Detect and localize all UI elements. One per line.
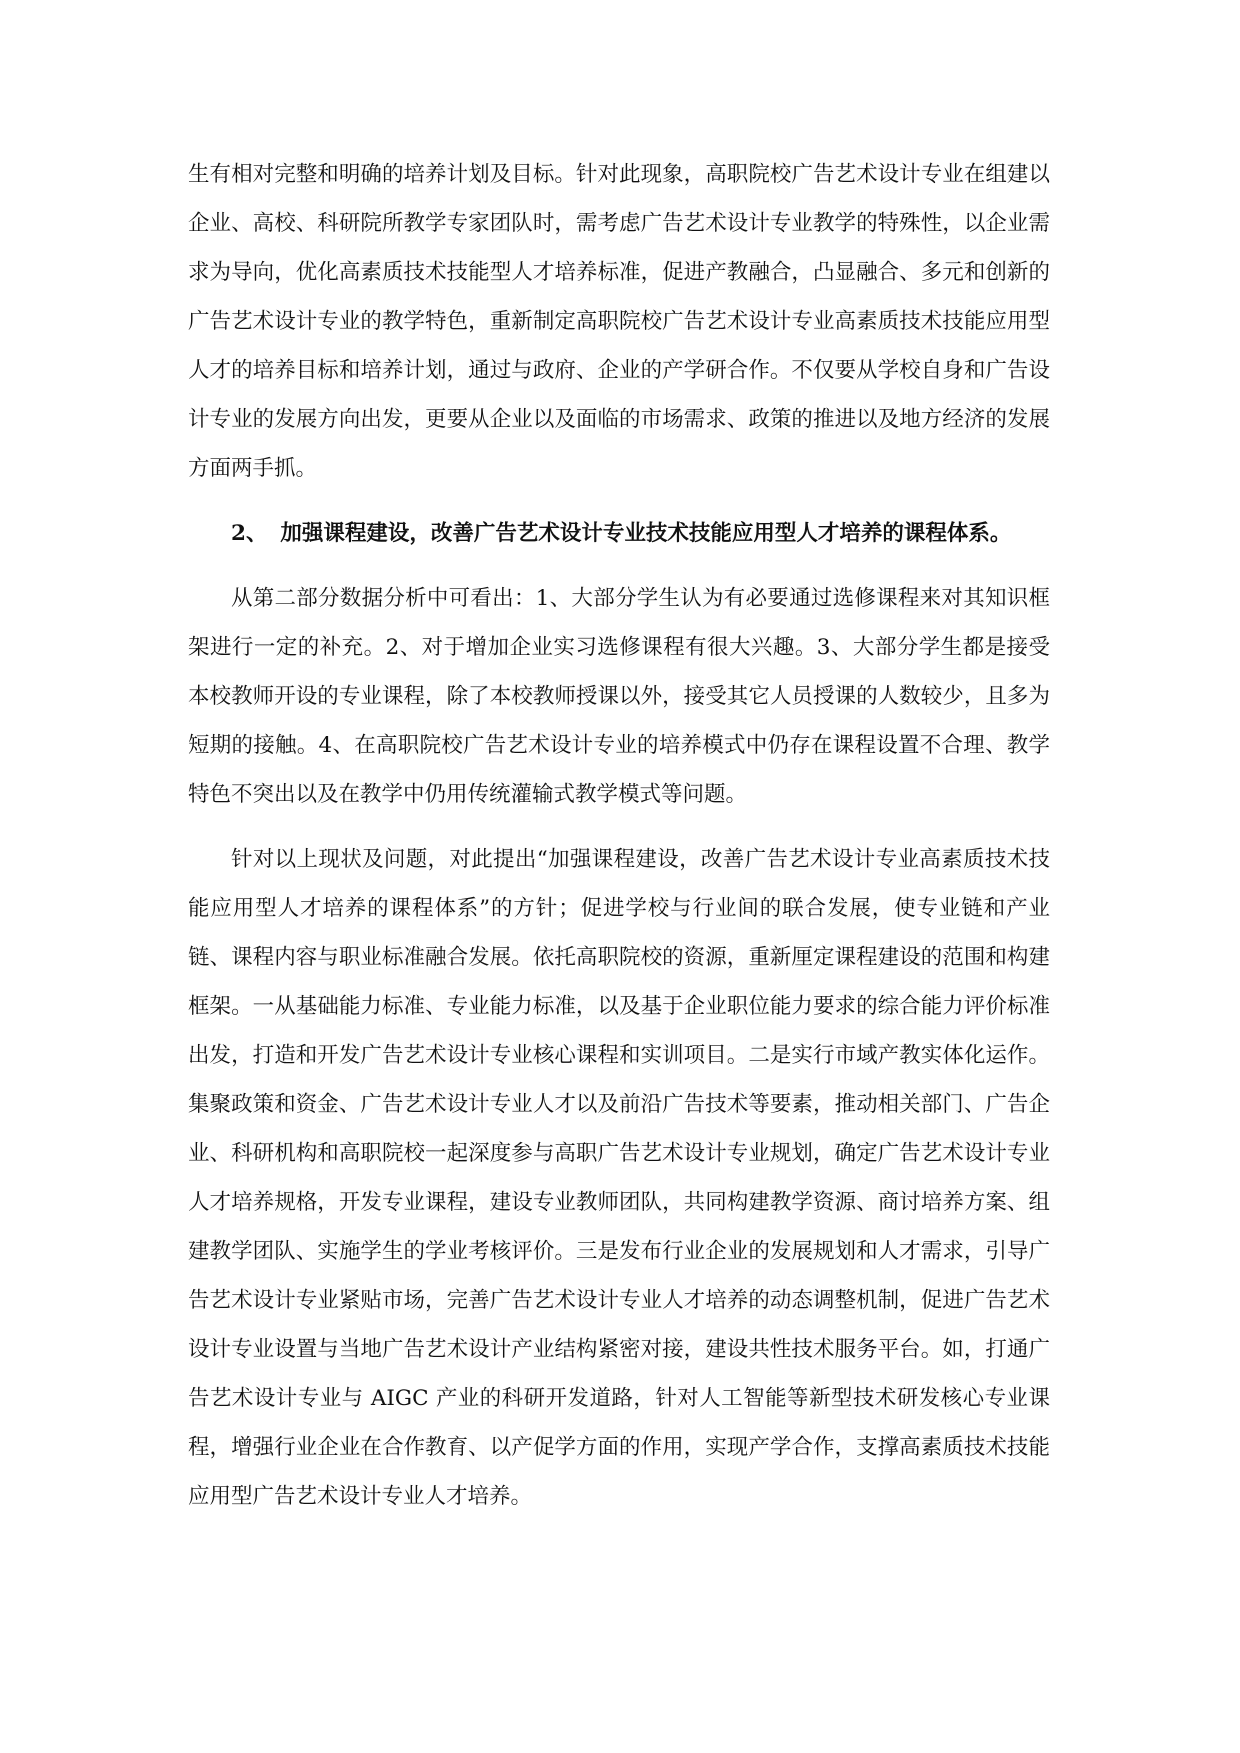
- body-paragraph-continued: 生有相对完整和明确的培养计划及目标。针对此现象，高职院校广告艺术设计专业在组建以企业、高校、科研院所教学专家团队时，需考虑广告艺术设计专业教学的特殊性，以企业需求为导向，优化高素质技术技能型人才培养标准，促进产教融合，凸显融合、多元和创新的广告艺术设计专业的教学特色，重新制定高职院校广告艺术设计专业高素质技术技能应用型人才的培养目标和培养计划，通过与政府、企业的产学研合作。不仅要从学校自身和广告设计专业的发展方向出发，更要从企业以及面临的市场需求、政策的推进以及地方经济的发展方面两手抓。: [188, 162, 1050, 481]
- section-heading: [188, 509, 1050, 558]
- section-heading-number: 2、: [231, 521, 268, 546]
- section-heading-text: 加强课程建设，改善广告艺术设计专业技术技能应用型人才培养的课程体系。: [280, 521, 1012, 546]
- body-paragraph-data-analysis: 从第二部分数据分析中可看出：1、大部分学生认为有必要通过选修课程来对其知识框架进行一定的补充。2、对于增加企业实习选修课程有很大兴趣。3、大部分学生都是接受本校教师开设的专业课程，除了本校教师授课以外，接受其它人员授课的人数较少，且多为短期的接触。4、在高职院校广告艺术设计专业的培养模式中仍存在课程设置不合理、教学特色不突出以及在教学中仍用传统灌输式教学模式等问题。: [188, 586, 1050, 807]
- document-body: [188, 150, 1050, 1521]
- body-paragraph-proposals: 针对以上现状及问题，对此提出“加强课程建设，改善广告艺术设计专业高素质技术技能应用型人才培养的课程体系”的方针；促进学校与行业间的联合发展，使专业链和产业链、课程内容与职业标准融合发展。依托高职院校的资源，重新厘定课程建设的范围和构建框架。一从基础能力标准、专业能力标准，以及基于企业职位能力要求的综合能力评价标准出发，打造和开发广告艺术设计专业核心课程和实训项目。二是实行市域产教实体化运作。集聚政策和资金、广告艺术设计专业人才以及前沿广告技术等要素，推动相关部门、广告企业、科研机构和高职院校一起深度参与高职广告艺术设计专业规划，确定广告艺术设计专业人才培养规格，开发专业课程，建设专业教师团队，共同构建教学资源、商讨培养方案、组建教学团队、实施学生的学业考核评价。三是发布行业企业的发展规划和人才需求，引导广告艺术设计专业紧贴市场，完善广告艺术设计专业人才培养的动态调整机制，促进广告艺术设计专业设置与当地广告艺术设计产业结构紧密对接，建设共性技术服务平台。如，打通广告艺术设计专业与 AIGC 产业的科研开发道路，针对人工智能等新型技术研发核心专业课程，增强行业企业在合作教育、以产促学方面的作用，实现产学合作，支撑高素质技术技能应用型广告艺术设计专业人才培养。: [188, 847, 1050, 1509]
